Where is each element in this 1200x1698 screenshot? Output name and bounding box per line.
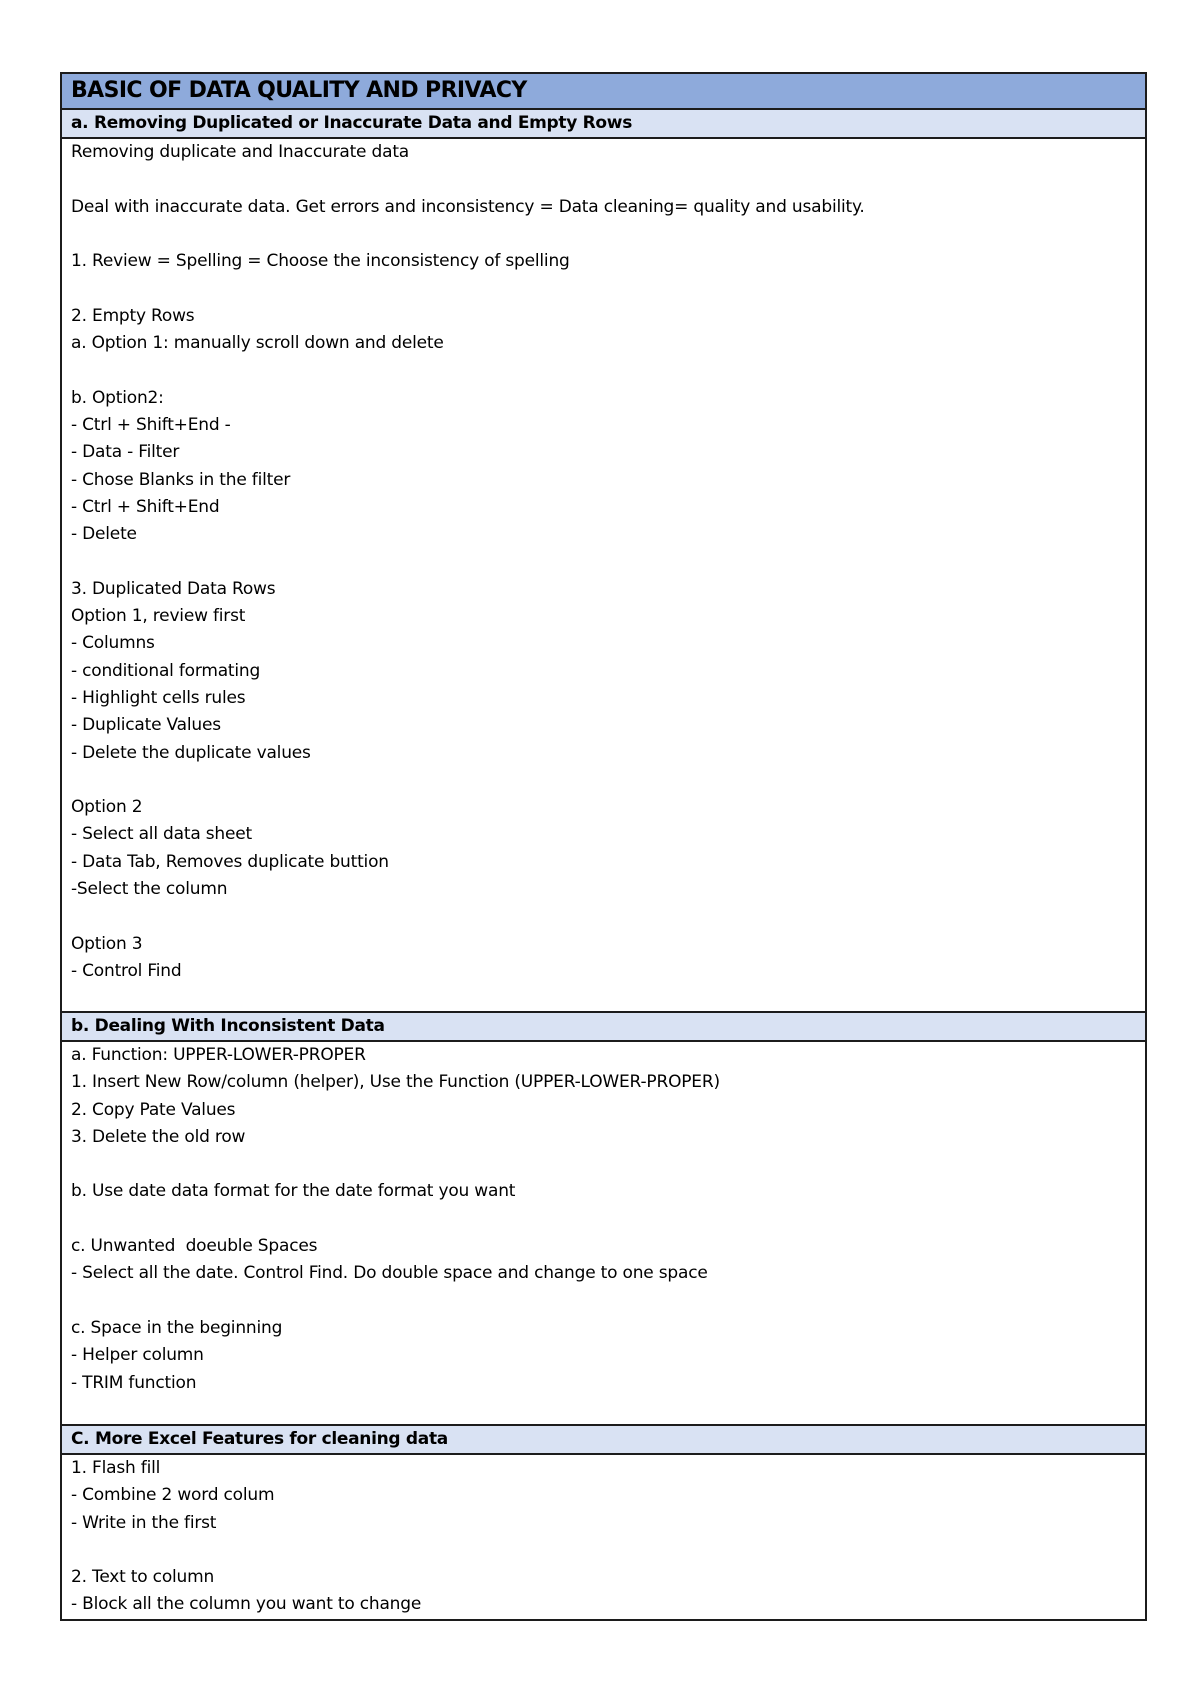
text-line: - Combine 2 word colum [71, 1485, 275, 1506]
text-line: - Highlight cells rules [71, 687, 246, 708]
text-line: - Chose Blanks in the filter [71, 469, 291, 490]
blank-line [71, 1288, 1145, 1315]
blank-line [71, 767, 1145, 794]
text-line: - Duplicate Values [71, 715, 221, 736]
text-line: Deal with inaccurate data. Get errors and inconsistency = Data cleaning= quality and usability. [71, 196, 865, 217]
section-heading-c: C. More Excel Features for cleaning data [62, 1426, 1145, 1455]
text-line: - Data - Filter [71, 442, 180, 463]
text-line: - Columns [71, 633, 155, 654]
text-line: - conditional formating [71, 660, 261, 681]
blank-line [71, 1537, 1145, 1564]
section-body-b [62, 1042, 1145, 1426]
text-line: 2. Copy Pate Values [71, 1099, 236, 1120]
text-line: - Ctrl + Shift+End [71, 496, 220, 517]
text-line: - TRIM function [71, 1372, 197, 1393]
text-line: - Ctrl + Shift+End - [71, 414, 231, 435]
text-line: a. Option 1: manually scroll down and delete [71, 333, 444, 354]
text-line: c. Unwanted doeuble Spaces [71, 1236, 318, 1257]
text-line: c. Space in the beginning [71, 1317, 283, 1338]
text-line: - Delete the duplicate values [71, 742, 311, 763]
text-line: 2. Empty Rows [71, 305, 195, 326]
text-line: 3. Duplicated Data Rows [71, 578, 276, 599]
document-sheet [60, 72, 1147, 1621]
document-title: BASIC OF DATA QUALITY AND PRIVACY [62, 74, 1145, 110]
text-line: 3. Delete the old row [71, 1126, 246, 1147]
blank-line [71, 1151, 1145, 1178]
text-line: - Control Find [71, 960, 182, 981]
blank-line [71, 903, 1145, 930]
text-line: - Select all data sheet [71, 824, 252, 845]
text-line: b. Option2: [71, 387, 164, 408]
text-line: 1. Flash fill [71, 1458, 161, 1478]
blank-line [71, 548, 1145, 575]
text-line: b. Use date data format for the date format you want [71, 1181, 516, 1202]
section-body-c [62, 1455, 1145, 1619]
section-body-a [62, 139, 1145, 1013]
text-line: 1. Review = Spelling = Choose the inconsistency of spelling [71, 251, 570, 272]
section-heading-a: a. Removing Duplicated or Inaccurate Data and Empty Rows [62, 110, 1145, 139]
text-line: Removing duplicate and Inaccurate data [71, 142, 410, 162]
blank-line [71, 221, 1145, 248]
blank-line [71, 166, 1145, 193]
text-line: 2. Text to column [71, 1567, 215, 1588]
blank-line [71, 1206, 1145, 1233]
text-line: - Helper column [71, 1345, 204, 1366]
text-line: - Block all the column you want to change [71, 1594, 422, 1615]
text-line: Option 3 [71, 933, 143, 954]
text-line: a. Function: UPPER-LOWER-PROPER [71, 1045, 366, 1065]
text-line: - Data Tab, Removes duplicate buttion [71, 851, 389, 872]
text-line: -Select the column [71, 879, 228, 900]
blank-line [71, 275, 1145, 302]
text-line: Option 2 [71, 797, 143, 818]
text-line: - Write in the first [71, 1512, 217, 1533]
text-line: - Delete [71, 524, 137, 545]
blank-line [71, 357, 1145, 384]
section-heading-b: b. Dealing With Inconsistent Data [62, 1013, 1145, 1042]
text-line: Option 1, review first [71, 606, 246, 627]
text-line: 1. Insert New Row/column (helper), Use the Function (UPPER-LOWER-PROPER) [71, 1072, 720, 1093]
text-line: - Select all the date. Control Find. Do double space and change to one space [71, 1263, 708, 1284]
